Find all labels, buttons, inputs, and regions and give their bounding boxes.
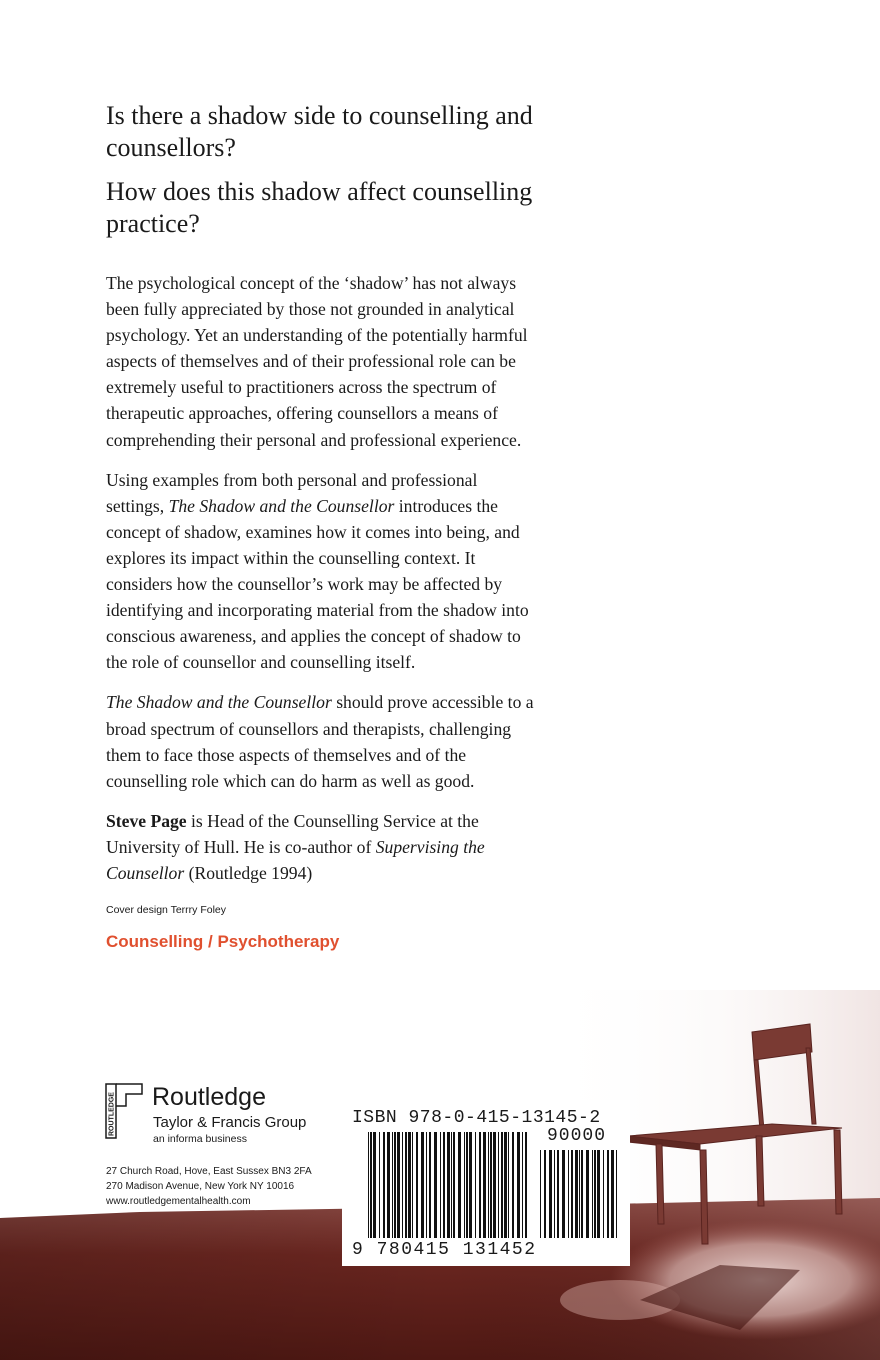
publisher-tagline: an informa business bbox=[153, 1133, 247, 1145]
paragraph-3-text: should prove accessible to a broad spectrum of counsellors and therapists, challenging them to face those aspects of themselves and of the counselling role which can do harm as well as good. bbox=[106, 692, 534, 791]
routledge-logo-icon bbox=[104, 1082, 144, 1140]
price-code: 90000 bbox=[547, 1126, 607, 1146]
paragraph-2-text-end: introduces the concept of shadow, examines how it comes into being, and explores its impact within the counselling context. It considers how the counsellor’s work may be affected by identifying and incorporating material from the shadow into conscious awareness, and applies the concept of shadow to the role of counsellor and counselling itself. bbox=[106, 495, 529, 673]
cover-design-credit: Cover design Terrry Foley bbox=[106, 904, 227, 917]
author-bio-text-end: (Routledge 1994) bbox=[184, 862, 313, 883]
back-cover-text bbox=[106, 100, 536, 952]
publisher-addresses bbox=[106, 1164, 312, 1209]
isbn-barcode bbox=[342, 1100, 630, 1266]
description-paragraph-3 bbox=[106, 689, 536, 793]
publisher-name: Routledge bbox=[152, 1083, 266, 1111]
author-name: Steve Page bbox=[106, 810, 187, 831]
publisher-group: Taylor & Francis Group bbox=[153, 1114, 307, 1131]
headline-question-2: How does this shadow affect counselling practice? bbox=[106, 177, 533, 238]
address-line: 27 Church Road, Hove, East Sussex BN3 2FA bbox=[106, 1166, 312, 1177]
barcode-digits: 9 780415 131452 bbox=[352, 1240, 537, 1260]
description-paragraph-2 bbox=[106, 467, 536, 676]
website-url: www.routledgementalhealth.com bbox=[106, 1196, 251, 1207]
author-bio bbox=[106, 808, 536, 886]
paragraph-2-text-start: Using examples from both personal and professional settings, bbox=[106, 469, 478, 516]
headline-question-1: Is there a shadow side to counselling and counsellors? bbox=[106, 101, 533, 162]
description-paragraph-1: The psychological concept of the ‘shadow’ has not always been fully appreciated by those not grounded in analytical psychology. Yet an understanding of the potentially harmful aspects of themselves and of their professional role can be extremely useful to practitioners across the spectrum of therapeutic approaches, offering counsellors a means of comprehending their personal and professional experience. bbox=[106, 273, 528, 450]
book-title-italic: The Shadow and the Counsellor bbox=[168, 495, 395, 516]
author-previous-book: Supervising the Counsellor bbox=[106, 836, 485, 883]
address-line: 270 Madison Avenue, New York NY 10016 bbox=[106, 1181, 295, 1192]
subject-category: Counselling / Psychotherapy bbox=[106, 932, 340, 952]
isbn-label: ISBN 978-0-415-13145-2 bbox=[352, 1108, 601, 1128]
author-bio-text: is Head of the Counselling Service at the University of Hull. He is co-author of bbox=[106, 810, 479, 857]
book-title-italic: The Shadow and the Counsellor bbox=[106, 692, 332, 713]
routledge-logo-text: ROUTLEDGE bbox=[108, 1092, 116, 1136]
